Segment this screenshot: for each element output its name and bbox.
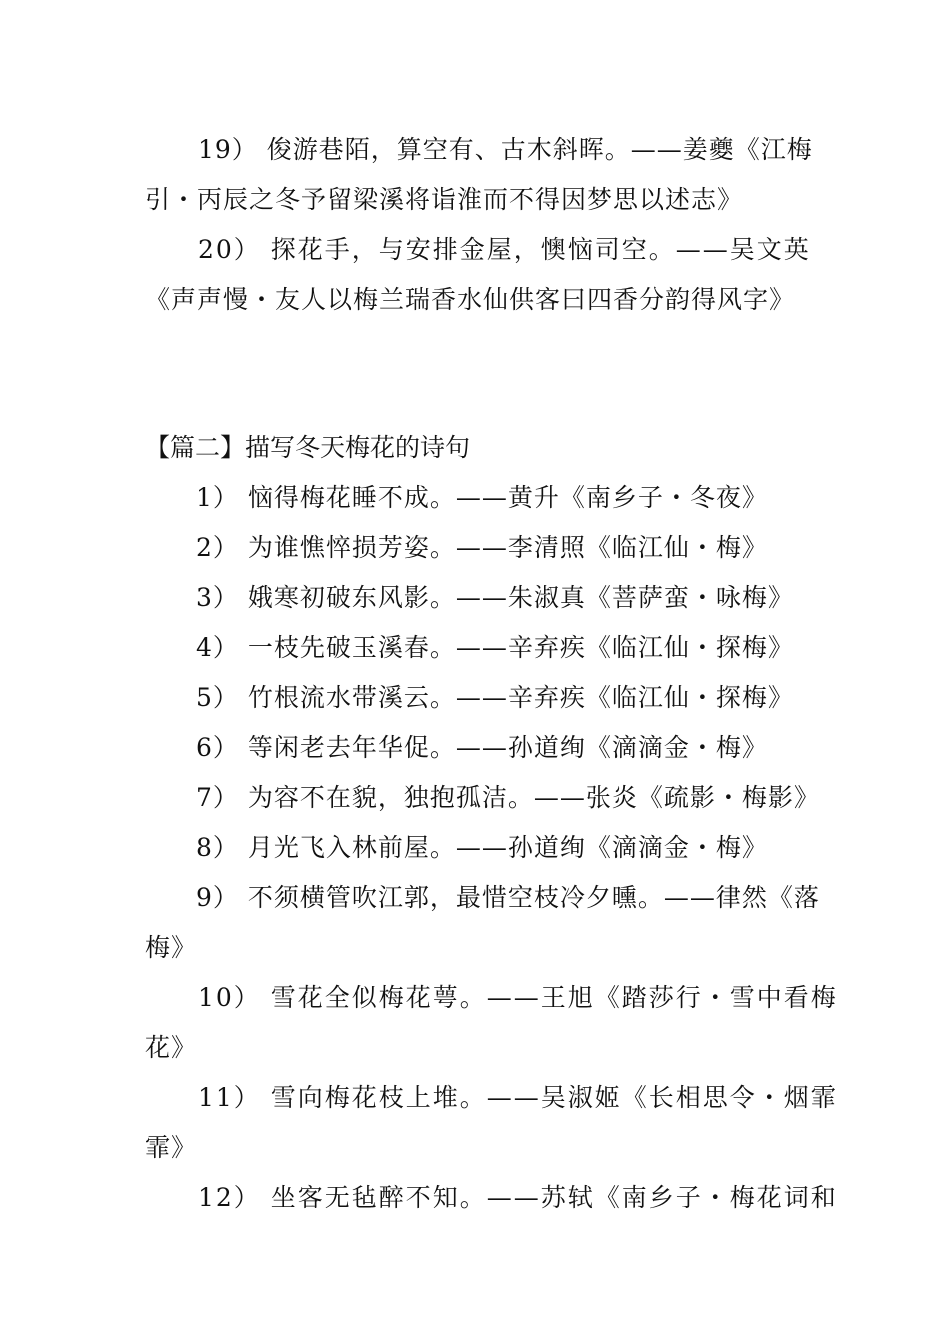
poem-line-11-part1: 11） 雪向梅花枝上堆。——吴淑姬《长相思令・烟霏: [198, 1083, 838, 1112]
poem-line-5: 5） 竹根流水带溪云。——辛弃疾《临江仙・探梅》: [196, 683, 794, 712]
poem-line-19-part2: 引・丙辰之冬予留梁溪将诣淮而不得因梦思以述志》: [145, 185, 744, 214]
section-heading: 【篇二】描写冬天梅花的诗句: [145, 433, 471, 462]
poem-line-8: 8） 月光飞入林前屋。——孙道绚《滴滴金・梅》: [196, 833, 768, 862]
poem-line-19-part1: 19） 俊游巷陌，算空有、古木斜晖。——姜夔《江梅: [198, 135, 813, 164]
poem-line-7: 7） 为容不在貌，独抱孤洁。——张炎《疏影・梅影》: [196, 783, 820, 812]
poem-line-2: 2） 为谁憔悴损芳姿。——李清照《临江仙・梅》: [196, 533, 768, 562]
poem-line-3: 3） 娥寒初破东风影。——朱淑真《菩萨蛮・咏梅》: [196, 583, 794, 612]
poem-line-9-part1: 9） 不须横管吹江郭，最惜空枝冷夕曛。——律然《落: [196, 883, 820, 912]
poem-line-9-part2: 梅》: [145, 933, 198, 962]
poem-line-12-part1: 12） 坐客无毡醉不知。——苏轼《南乡子・梅花词和: [198, 1183, 838, 1212]
poem-line-1: 1） 恼得梅花睡不成。——黄升《南乡子・冬夜》: [196, 483, 768, 512]
poem-line-20-part2: 《声声慢・友人以梅兰瑞香水仙供客曰四香分韵得风字》: [145, 285, 796, 314]
poem-line-10-part2: 花》: [145, 1033, 198, 1062]
poem-line-10-part1: 10） 雪花全似梅花萼。——王旭《踏莎行・雪中看梅: [198, 983, 838, 1012]
poem-line-4: 4） 一枝先破玉溪春。——辛弃疾《临江仙・探梅》: [196, 633, 794, 662]
poem-line-20-part1: 20） 探花手，与安排金屋，懊恼司空。——吴文英: [198, 235, 811, 264]
poem-line-11-part2: 霏》: [145, 1133, 198, 1162]
poem-line-6: 6） 等闲老去年华促。——孙道绚《滴滴金・梅》: [196, 733, 768, 762]
